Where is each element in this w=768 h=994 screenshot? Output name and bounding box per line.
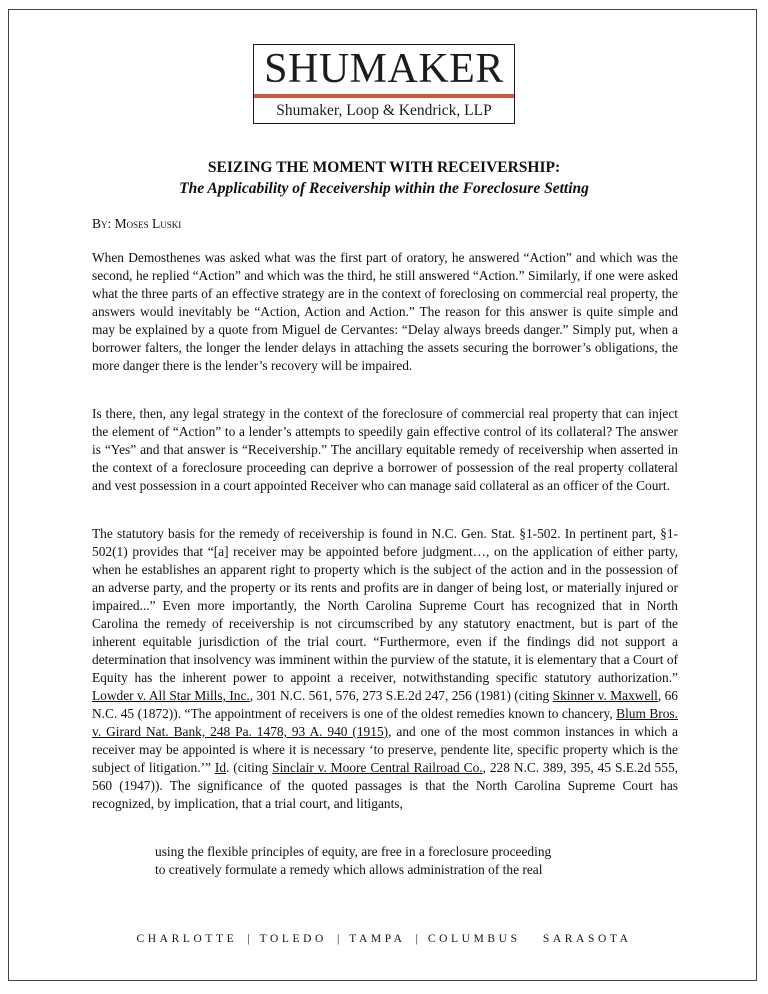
case-citation-lowder: Lowder v. All Star Mills, Inc. — [92, 688, 250, 703]
page-border — [8, 9, 757, 981]
footer-office-locations — [0, 931, 768, 947]
footer-separator: | — [415, 933, 418, 945]
indented-line-2: to creatively formulate a remedy which allows administration of the real — [155, 862, 543, 877]
footer-city: TOLEDO — [259, 933, 327, 945]
footer-separator: | — [336, 933, 340, 945]
logo-firm-name: Shumaker, Loop & Kendrick, LLP — [276, 102, 492, 119]
text-run: , and one of the most common instances in which a receiver may be appointed is where it is necessary ‘to preserve, pendente lite, specific property which is the subject of litigation.’” — [92, 724, 678, 775]
footer-city: TAMPA — [349, 933, 406, 945]
author-byline: By: Moses Luski — [92, 216, 182, 231]
footer-separator: | — [247, 933, 250, 945]
text-run: , 301 N.C. 561, 576, 273 S.E.2d 247, 256 (1981) (citing — [249, 688, 553, 703]
document-subtitle: The Applicability of Receivership within the Foreclosure Setting — [179, 180, 589, 197]
document-title: SEIZING THE MOMENT WITH RECEIVERSHIP: — [207, 159, 561, 176]
case-citation-id: Id — [214, 760, 227, 775]
indented-line-1: using the flexible principles of equity, are free in a foreclosure proceeding — [155, 844, 552, 859]
footer-city: CHARLOTTE — [136, 933, 238, 945]
case-citation-blum: Blum Bros. v. Girard Nat. Bank, 248 Pa. 1478, 93 A. 940 (1915) — [92, 706, 678, 739]
footer-city: SARASOTA — [542, 933, 632, 945]
paragraph-statutory-basis — [92, 525, 678, 813]
text-run: . (citing — [226, 760, 273, 775]
text-run: , 66 N.C. 45 (1872)). “The appointment of receivers is one of the oldest remedies known to chancery, — [92, 688, 678, 721]
firm-logo — [253, 44, 515, 124]
footer-city: COLUMBUS — [427, 933, 521, 945]
logo-wordmark: SHUMAKER — [264, 46, 504, 92]
paragraph-legal-strategy: Is there, then, any legal strategy in the context of the foreclosure of commercial real property that can inject the element of “Action” to a lender’s attempts to speedily gain effective control of its collateral? The answer is “Yes” and that answer is “Receivership.” The ancillary equitable remedy of receivership when asserted in the context of a foreclosure proceeding can deprive a borrower of possession of the real property collateral and vest possession in a court appointed Receiver who can manage said collateral as an officer of the Court. — [92, 406, 678, 493]
paragraph-intro: When Demosthenes was asked what was the first part of oratory, he answered “Action” and which was the second, he replied “Action” and which was the third, he still answered “Action.” Similarly, if one were asked what the three parts of an effective strategy are in the context of foreclosing on commercial real property, the answers would inevitably be “Action, Action and Action.” The reason for this answer is quite simple and may be explained by a quote from Miguel de Cervantes: “Delay always breeds danger.” Simply put, when a borrower falters, the longer the lender delays in attaching the assets securing the borrower’s obligations, the more danger there is the lender’s recovery will be impaired. — [92, 250, 678, 373]
case-citation-skinner: Skinner v. Maxwell — [552, 688, 658, 703]
text-run: The statutory basis for the remedy of receivership is found in N.C. Gen. Stat. §1-502. In pertinent part, §1-502(1) provides that “[a] receiver may be appointed before judgment…, on the application of either party, when he establishes an apparent right to property which is the subject of the action and in the possession of an adverse party, and the property or its rents and profits are in danger of being lost, or materially injured or impaired...” Even more importantly, the North Carolina Supreme Court has recognized that in North Carolina the remedy of receivership is not circumscribed by any statutory enactment, but is part of the inherent equitable jurisdiction of the trial court. “Furthermore, even if the findings did not support a determination that insolvency was imminent within the purview of the statute, it is elementary that a Court of Equity has the inherent power to appoint a receiver, notwithstanding specific statutory authorization.” — [92, 526, 678, 685]
text-run: , 228 N.C. 389, 395, 45 S.E.2d 555, 560 (1947)). The significance of the quoted passages is that the North Carolina Supreme Court has recognized, by implication, that a trial court, and litigants, — [92, 760, 678, 811]
case-citation-sinclair: Sinclair v. Moore Central Railroad Co. — [272, 760, 483, 775]
